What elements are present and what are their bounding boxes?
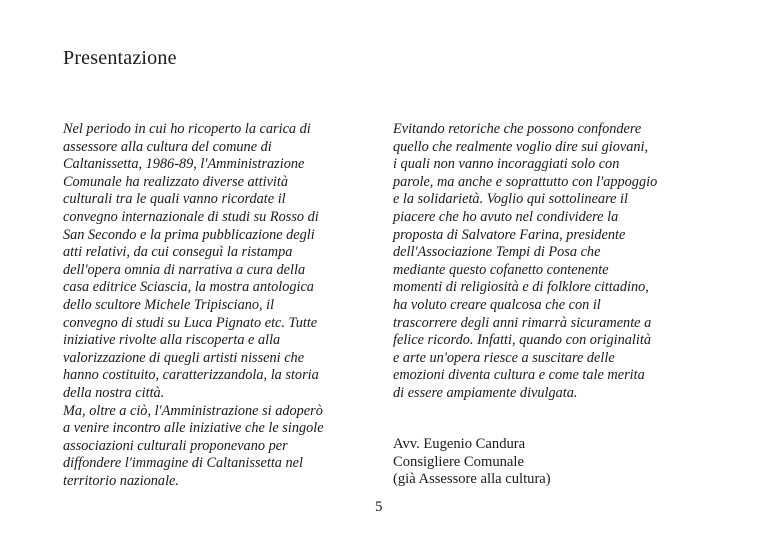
text-line: felice ricordo. Infatti, quando con originalità <box>393 332 651 349</box>
text-line: ha voluto creare qualcosa che con il <box>393 296 601 313</box>
page-heading: Presentazione <box>63 47 177 69</box>
text-line: e la solidarietà. Voglio qui sottolineare il <box>393 191 628 208</box>
text-line: associazioni culturali proponevano per <box>63 437 288 454</box>
signature-block <box>393 436 551 489</box>
text-line: e arte un'opera riesce a suscitare delle <box>393 349 615 366</box>
text-line: mediante questo cofanetto contenente <box>393 261 609 278</box>
signature-former-role: (già Assessore alla cultura) <box>393 471 551 488</box>
left-text-column <box>63 121 383 490</box>
text-line: Comunale ha realizzato diverse attività <box>63 173 289 190</box>
text-line: convegno di studi su Luca Pignato etc. Tutte <box>63 314 318 331</box>
text-line: proposta di Salvatore Farina, presidente <box>393 226 626 243</box>
text-line: Caltanissetta, 1986-89, l'Amministrazione <box>63 156 305 173</box>
page-number: 5 <box>375 499 383 515</box>
text-line: convegno internazionale di studi su Rosso di <box>63 208 319 225</box>
text-line: dell'opera omnia di narrativa a cura della <box>63 261 306 278</box>
text-line: trascorrere degli anni rimarrà sicuramente a <box>393 314 652 331</box>
text-line: casa editrice Sciascia, la mostra antologica <box>63 279 314 296</box>
signature-role: Consigliere Comunale <box>393 453 524 470</box>
text-line: culturali tra le quali vanno ricordate il <box>63 191 286 208</box>
text-line: diffondere l'immagine di Caltanissetta nel <box>63 455 303 472</box>
text-line: assessore alla cultura del comune di <box>63 138 272 155</box>
text-line: della nostra città. <box>63 384 165 401</box>
text-line: Nel periodo in cui ho ricoperto la carica di <box>63 121 311 137</box>
text-line: quello che realmente voglio dire sui giovani, <box>393 138 649 155</box>
text-line: emozioni diventa cultura e come tale merita <box>393 367 645 384</box>
text-line: Evitando retoriche che possono confondere <box>393 121 642 137</box>
text-line: a venire incontro alle iniziative che le singole <box>63 420 324 437</box>
signature-name: Avv. Eugenio Candura <box>393 436 526 452</box>
text-line: San Secondo e la prima pubblicazione degli <box>63 226 315 243</box>
text-line: dello scultore Michele Tripisciano, il <box>63 296 275 313</box>
text-line: iniziative rivolte alla riscoperta e alla <box>63 332 281 349</box>
right-text-column <box>393 121 733 403</box>
text-line: atti relativi, da cui conseguì la ristampa <box>63 244 293 261</box>
text-line: parole, ma anche e soprattutto con l'appoggio <box>393 173 658 190</box>
text-line: piacere che ho avuto nel condividere la <box>393 208 619 225</box>
text-line: territorio nazionale. <box>63 472 179 489</box>
text-line: dell'Associazione Tempi di Posa che <box>393 244 601 261</box>
text-line: Ma, oltre a ciò, l'Amministrazione si adoperò <box>63 402 323 419</box>
text-line: i quali non vanno incoraggiati solo con <box>393 156 620 173</box>
text-line: momenti di religiosità e di folklore cittadino, <box>393 279 649 296</box>
text-line: valorizzazione di quegli artisti nisseni che <box>63 349 305 366</box>
text-line: hanno costituito, caratterizzandola, la storia <box>63 367 319 384</box>
text-line: di essere ampiamente divulgata. <box>393 384 578 401</box>
